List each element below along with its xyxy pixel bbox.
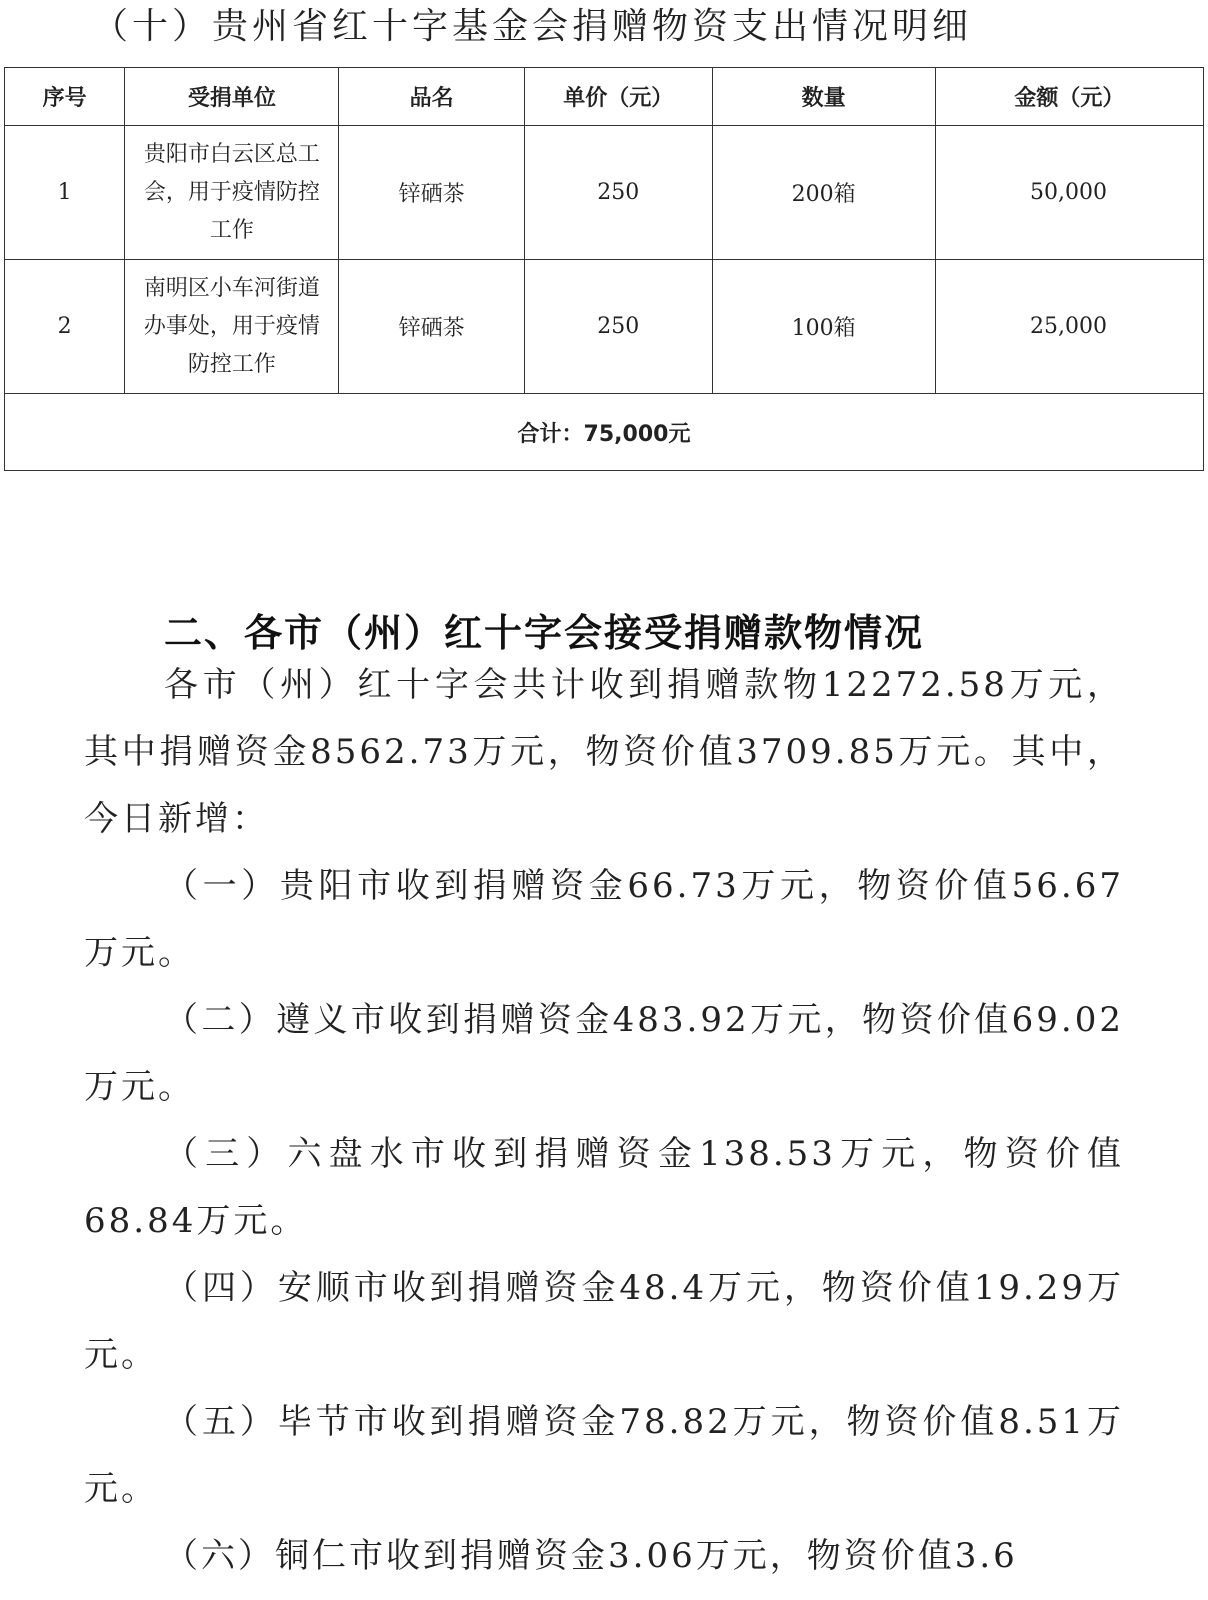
total-cell: 合计：75,000元 [5, 394, 1204, 471]
header-item: 品名 [339, 68, 525, 126]
header-no: 序号 [5, 68, 125, 126]
cell-unit-price: 250 [524, 126, 712, 260]
paragraph-liupanshui: （三）六盘水市收到捐赠资金138.53万元，物资价值68.84万元。 [84, 1134, 1124, 1241]
header-recipient: 受捐单位 [125, 68, 339, 126]
paragraph-guiyang: （一）贵阳市收到捐赠资金66.73万元，物资价值56.67万元。 [84, 866, 1124, 973]
cell-amount: 25,000 [935, 260, 1203, 394]
donation-detail-table [4, 67, 1204, 471]
table-row [5, 260, 1204, 394]
table-header-row [5, 68, 1204, 126]
paragraph-zunyi: （二）遵义市收到捐赠资金483.92万元，物资价值69.02万元。 [84, 1000, 1124, 1107]
paragraph-summary: 各市（州）红十字会共计收到捐赠款物12272.58万元，其中捐赠资金8562.73万元，物资价值3709.85万元。其中，今日新增： [84, 665, 1124, 839]
body-text [84, 652, 1124, 1590]
cell-recipient: 南明区小车河街道办事处，用于疫情防控工作 [125, 260, 339, 394]
paragraph-tongren: （六）铜仁市收到捐赠资金3.06万元，物资价值3.6 [164, 1536, 1018, 1576]
cell-quantity: 100箱 [712, 260, 935, 394]
table-total-row [5, 394, 1204, 471]
header-unit-price: 单价（元） [524, 68, 712, 126]
paragraph-bijie: （五）毕节市收到捐赠资金78.82万元，物资价值8.51万元。 [84, 1402, 1124, 1509]
table-row [5, 126, 1204, 260]
paragraph-anshun: （四）安顺市收到捐赠资金48.4万元，物资价值19.29万元。 [84, 1268, 1124, 1375]
section-heading: 二、各市（州）红十字会接受捐赠款物情况 [164, 611, 925, 655]
cell-no: 1 [5, 126, 125, 260]
section-title: （十）贵州省红十字基金会捐赠物资支出情况明细 [92, 6, 973, 47]
cell-no: 2 [5, 260, 125, 394]
cell-item: 锌硒茶 [339, 126, 525, 260]
header-quantity: 数量 [712, 68, 935, 126]
cell-quantity: 200箱 [712, 126, 935, 260]
cell-amount: 50,000 [935, 126, 1203, 260]
cell-recipient: 贵阳市白云区总工会，用于疫情防控工作 [125, 126, 339, 260]
header-amount: 金额（元） [935, 68, 1203, 126]
cell-item: 锌硒茶 [339, 260, 525, 394]
cell-unit-price: 250 [524, 260, 712, 394]
